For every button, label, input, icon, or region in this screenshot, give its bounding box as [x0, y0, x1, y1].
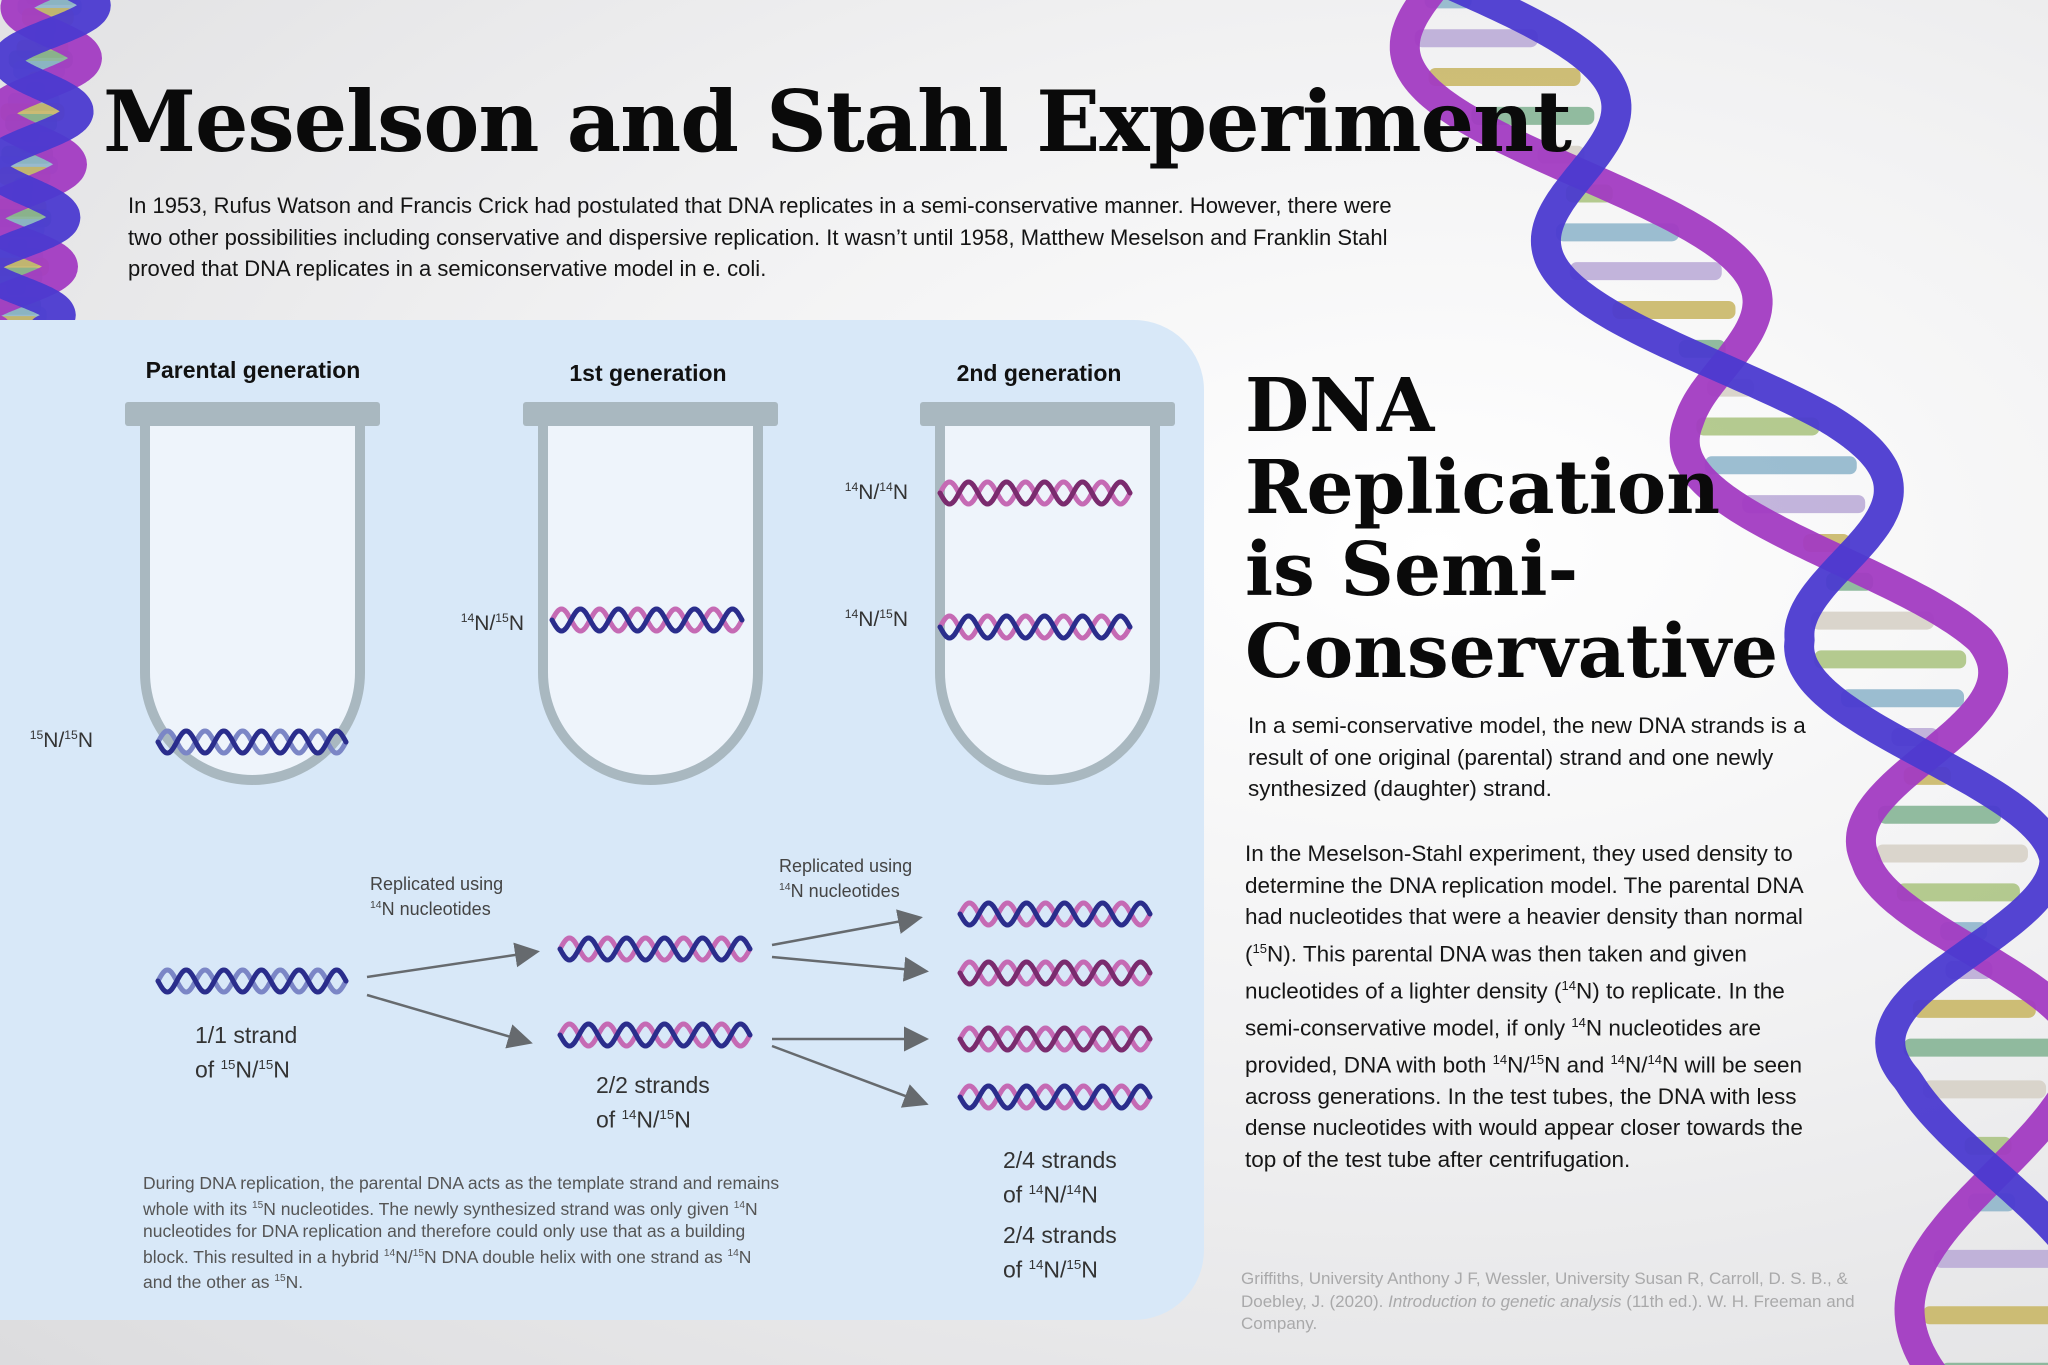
tube-label-second-top: $^{14}$N/$^{14}$N: [844, 480, 908, 504]
flow-dna-second-d: [960, 1086, 1150, 1108]
label-second-generation: 2nd generation: [956, 360, 1122, 386]
replicated-note-2-line1: Replicated using: [779, 856, 913, 876]
strand-count-second-light-line1: 2/4 strands: [1003, 1147, 1117, 1173]
tube-body: [940, 415, 1155, 780]
tube-label-parental: $^{15}$N/$^{15}$N: [29, 728, 93, 752]
arrow-3: [772, 918, 918, 945]
arrow-1: [367, 952, 535, 977]
experiment-paragraph: In the Meselson-Stahl experiment, they used density to determine the DNA replication model. The parental DNA had nucleotides that were a heavier density than normal ($^{15}$N). This parental DNA was then taken and given nucleotides of a lighter density ($^{14}$N) to replicate. In the semi-conservative model, if only $^{14}$N nucleotides are provided, DNA with both $^{14}$N/$^{15}$N and $^{14}$N/$^{14}$N will be seen across generations. In the test tubes, the DNA with less dense nucleotides with would appear closer towards the top of the test tube after centrifugation.: [1245, 841, 1803, 1172]
arrow-2: [367, 995, 528, 1042]
tube-cap: [920, 402, 1175, 426]
tube-cap: [125, 402, 380, 426]
label-first-generation: 1st generation: [569, 360, 727, 386]
strand-count-parental: [195, 1020, 297, 1085]
heading-line-2: Replication: [1245, 445, 1721, 531]
intro-paragraph: In 1953, Rufus Watson and Francis Crick had postulated that DNA replicates in a semi-conservative manner. However, there were two other possibilities including conservative and dispersive replication. It wasn’t until 1958, Matthew Meselson and Franklin Stahl proved that DNA replicates in a semiconservative model in e. coli.: [128, 193, 1392, 281]
citation-authors: Griffiths, University Anthony J F, Wessler, University Susan R, Carroll, D. S. B., & Doebley, J. (2020).: [1241, 1269, 1848, 1311]
replicated-note-2-line2: $^{14}$N nucleotides: [779, 881, 900, 901]
label-parental-generation: Parental generation: [145, 357, 361, 383]
flow-dna-parental: [158, 970, 346, 992]
strand-count-second-light-line2: of $^{14}$N/$^{14}$N: [1003, 1181, 1098, 1208]
flow-dna-first-b: [560, 1024, 750, 1046]
heading-line-1: DNA: [1245, 363, 1435, 449]
flow-dna-second-c: [960, 1028, 1150, 1050]
arrow-6: [772, 1046, 924, 1103]
flow-dna-first-a: [560, 938, 750, 960]
strand-count-second-hybrid-line2: of $^{14}$N/$^{15}$N: [1003, 1256, 1098, 1283]
strand-count-first-line2: of $^{14}$N/$^{15}$N: [596, 1106, 691, 1133]
citation-publisher: (11th ed.). W. H. Freeman and Company.: [1241, 1291, 1855, 1333]
strand-count-first: [596, 1070, 710, 1135]
citation: [1241, 1268, 1901, 1336]
strand-count-parental-line1: 1/1 strand: [195, 1022, 298, 1048]
strand-count-second-hybrid: [1003, 1220, 1117, 1285]
section-heading: [1245, 365, 1845, 693]
test-tube-1: [125, 402, 380, 780]
flow-dna-second-b: [960, 962, 1150, 984]
arrow-4: [772, 957, 924, 971]
tube-body: [543, 415, 758, 780]
strand-count-parental-line2: of $^{15}$N/$^{15}$N: [195, 1056, 290, 1083]
replicated-note-1-line2: $^{14}$N nucleotides: [370, 899, 491, 919]
replication-explanation: During DNA replication, the parental DNA acts as the template strand and remains whole with its $^{15}$N nucleotides. The newly synthesized strand was only given $^{14}$N nucleotides for DNA replication and therefore could only use that as a building block. This resulted in a hybrid $^{14}$N/$^{15}$N DNA double helix with one strand as $^{14}$N and the other as $^{15}$N.: [143, 1173, 780, 1292]
strand-count-second-hybrid-line1: 2/4 strands: [1003, 1222, 1117, 1248]
page-title: Meselson and Stahl Experiment: [103, 72, 1571, 171]
small-dna-helix-illustration: [0, 0, 96, 334]
tube-cap: [523, 402, 778, 426]
heading-line-3: is Semi-: [1245, 527, 1579, 613]
tube-body: [145, 415, 360, 780]
flow-dna-second-a: [960, 903, 1150, 925]
definition-paragraph: In a semi-conservative model, the new DNA strands is a result of one original (parental) strand and one newly synthesized (daughter) strand.: [1248, 713, 1806, 801]
tube-label-second-bottom: $^{14}$N/$^{15}$N: [844, 607, 908, 631]
strand-count-first-line1: 2/2 strands: [596, 1072, 710, 1098]
replicated-note-1-line1: Replicated using: [370, 874, 504, 894]
replicated-note-1: [370, 873, 503, 920]
citation-book-title: Introduction to genetic analysis: [1388, 1291, 1622, 1311]
test-tube-2: [523, 402, 778, 780]
test-tube-3: [920, 402, 1175, 780]
strand-count-second-light: [1003, 1145, 1117, 1210]
heading-line-4: Conservative: [1245, 609, 1779, 695]
tube-label-first: $^{14}$N/$^{15}$N: [460, 611, 524, 635]
replicated-note-2: [779, 855, 912, 902]
